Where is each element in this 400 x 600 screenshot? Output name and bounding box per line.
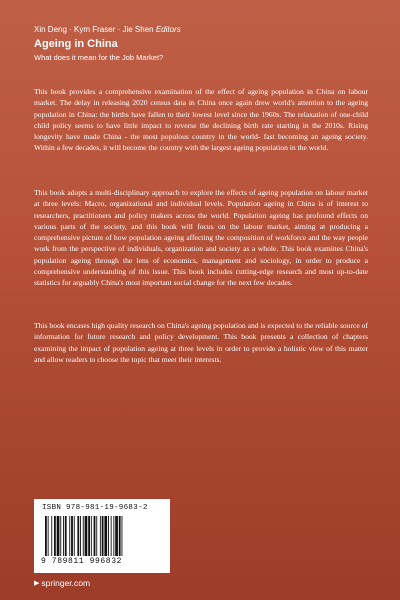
blurb-paragraph-3: This book encases high quality research on China's ageing population and is expected to the reliable source of information for future research and policy development. This book presents a collection of chapters examining the impact of population ageing at three levels in order to provide a holistic view of this matter and allow readers to choose the topic that meet their interests. <box>34 321 368 364</box>
barcode-digits: 9 789811 996832 <box>41 557 123 566</box>
publisher-link[interactable] <box>34 578 90 588</box>
publisher-url: springer.com <box>41 578 91 588</box>
barcode-bars <box>45 516 159 556</box>
isbn-label: ISBN 978-981-19-9683-2 <box>42 504 148 512</box>
blurb-paragraph-2: This book adopts a multi-disciplinary approach to explore the effects of ageing population on labour market at three levels: Macro, organizational and individual levels. Population ageing in China is of interest to researchers, practitioners and policy makers across the world. Population ageing has profound effects on various parts of the society, and this book will focus on the labour market, aiming at producing a comprehensive picture of how population ageing affecting the composition of workforce and the way people work from the perspective of individuals, organization and society as a whole. This book examines China's population ageing through the lens of economics, management and sociology, in order to produce a comprehensive understanding of this issue. This book includes cutting-edge research and most up-to-date statistics for arguably China's most important social change for the next few decades. <box>34 188 368 288</box>
editors-line <box>34 25 374 35</box>
book-subtitle: What does it mean for the Job Market? <box>34 53 164 62</box>
editors-role: Editors <box>155 25 181 34</box>
blurb-paragraph-1: This book provides a comprehensive examination of the effect of ageing population in China on labour market. The delay in releasing 2020 census data in China once again drew world's attention to the ageing population in China: the births have fallen to their lowest level since the 1960s. The relaxation of one-child child policy seems to have little impact to reverse the declining birth rate starting in the 2010s. Rising longevity have made China - the most populous country in the world- fast becoming an ageing society. Within a few decades, it will become the country with the largest ageing population in the world. <box>34 87 368 153</box>
book-title: Ageing in China <box>34 38 118 50</box>
editors-names: Xin Deng · Kym Fraser · Jie Shen <box>34 25 154 34</box>
right-triangle-icon: ▶ <box>34 580 40 587</box>
isbn-barcode <box>34 499 170 573</box>
